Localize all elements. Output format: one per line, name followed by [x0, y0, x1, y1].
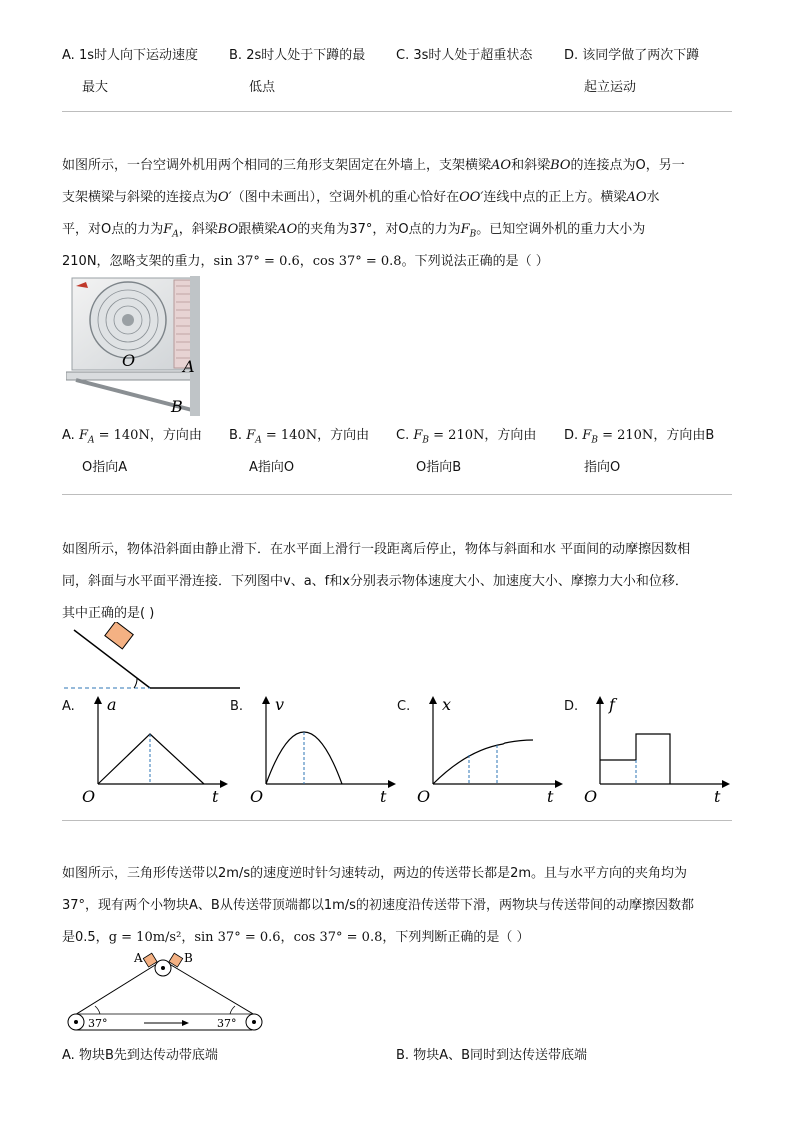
- y-axis-arrow-icon: [94, 696, 102, 704]
- ac-option-c[interactable]: C. $F_B = 210N$，方向由: [396, 428, 537, 446]
- x-axis-arrow-icon: [220, 780, 228, 788]
- option-letter: B.: [229, 48, 243, 63]
- angle-label-right: 37°: [217, 1017, 237, 1030]
- x-label: t: [212, 787, 219, 806]
- divider: [62, 820, 732, 821]
- y-axis-arrow-icon: [596, 696, 604, 704]
- graph-option-d: [582, 692, 732, 808]
- label-B: B: [184, 951, 193, 965]
- prev-option-d[interactable]: [564, 44, 699, 63]
- option-letter: C.: [396, 48, 410, 63]
- y-axis-arrow-icon: [262, 696, 270, 704]
- curve: [600, 734, 670, 784]
- x-label: t: [547, 787, 554, 806]
- ac-option-d[interactable]: D. $F_B = 210N$，方向由B: [564, 428, 715, 446]
- option-text: 1s时人向下运动速度: [78, 48, 198, 63]
- option-text: 该同学做了两次下蹲: [582, 48, 700, 63]
- belt-question-line-3: 是0.5，g = 10m/s²，sin 37° = 0.6，cos 37° = 0.8，下列判断正确的是（ ）: [62, 930, 530, 945]
- label-A: A: [183, 357, 195, 376]
- curve: [98, 734, 204, 784]
- origin-label: O: [82, 787, 96, 806]
- y-label: v: [275, 695, 285, 714]
- slope-question-line-2: 同，斜面与水平面平滑连接．下列图中v、a、f和x分别表示物体速度大小、加速度大小、摩擦力大小和位移．: [62, 574, 688, 589]
- ac-question-line-1: 如图所示，一台空调外机用两个相同的三角形支架固定在外墙上，支架横梁AO和斜梁BO的连接点为O，另一: [62, 158, 685, 173]
- belt-left-outer: [70, 962, 160, 1018]
- graph-option-b: [248, 692, 398, 808]
- belt-right-outer: [166, 962, 260, 1018]
- graph-option-d-letter[interactable]: D.: [564, 699, 579, 714]
- y-label: x: [442, 695, 452, 714]
- option-text-cont: A指向O: [249, 460, 295, 475]
- wall: [190, 276, 200, 416]
- air-conditioner-figure: [66, 276, 202, 416]
- option-text: 3s时人处于超重状态: [413, 48, 533, 63]
- belt-question-line-2: 37°，现有两个小物块A、B从传送带顶端都以1m/s的初速度沿传送带下滑，两物块与传送带间的动摩擦因数都: [62, 898, 694, 913]
- x-axis-arrow-icon: [555, 780, 563, 788]
- ac-question-line-3: 平，对O点的力为$F_A$，斜梁BO跟横梁AO的夹角为37°，对O点的力为$F_B$。已知空调外机的重力大小为: [62, 222, 646, 240]
- incline-figure: [62, 622, 242, 692]
- y-axis-arrow-icon: [429, 696, 437, 704]
- graph-option-c: [415, 692, 565, 808]
- option-letter: D.: [564, 48, 579, 63]
- label-A: A: [134, 951, 143, 965]
- graph-option-c-letter[interactable]: C.: [397, 699, 411, 714]
- bracket-beam: [66, 372, 196, 380]
- option-text-cont: 最大: [82, 80, 109, 95]
- origin-label: O: [584, 787, 598, 806]
- y-label: a: [107, 695, 117, 714]
- angle-arc-left: [95, 1006, 100, 1014]
- graph-option-a-letter[interactable]: A.: [62, 699, 75, 714]
- option-text-cont: 低点: [249, 80, 276, 95]
- arrow-right-icon: [182, 1020, 189, 1026]
- label-O: O: [122, 351, 136, 370]
- x-label: t: [380, 787, 387, 806]
- ac-option-a[interactable]: A. $F_A = 140N$，方向由: [62, 428, 202, 446]
- option-text-cont: 指向O: [584, 460, 621, 475]
- angle-label-left: 37°: [88, 1017, 108, 1030]
- angle-arc-right: [230, 1006, 235, 1014]
- option-letter: A.: [62, 48, 75, 63]
- belt-option-a[interactable]: A. 物块B先到达传动带底端: [62, 1048, 218, 1063]
- option-text: 2s时人处于下蹲的最: [246, 48, 366, 63]
- belt-option-b[interactable]: B. 物块A、B同时到达传送带底端: [396, 1048, 588, 1063]
- option-text-cont: O指向B: [416, 460, 462, 475]
- x-axis-arrow-icon: [722, 780, 730, 788]
- option-text-cont: 起立运动: [584, 80, 637, 95]
- origin-label: O: [250, 787, 264, 806]
- x-label: t: [714, 787, 721, 806]
- slope-question-line-3: 其中正确的是( ): [62, 606, 155, 621]
- divider: [62, 494, 732, 495]
- y-label: f: [609, 695, 615, 714]
- belt-question-line-1: 如图所示，三角形传送带以2m/s的速度逆时针匀速转动，两边的传送带长都是2m。且与水平方向的夹角均为: [62, 866, 688, 881]
- conveyor-figure: [62, 946, 276, 1038]
- divider: [62, 111, 732, 112]
- label-B: B: [171, 397, 183, 416]
- ac-question-line-4: 210N，忽略支架的重力，sin 37° = 0.6，cos 37° = 0.8。下列说法正确的是（ ）: [62, 254, 549, 269]
- prev-option-b[interactable]: [229, 44, 365, 63]
- sliding-block: [105, 622, 133, 649]
- ac-option-b[interactable]: B. $F_A = 140N$，方向由: [229, 428, 370, 446]
- graph-option-a: [80, 692, 230, 808]
- curve: [433, 740, 533, 784]
- graph-option-b-letter[interactable]: B.: [230, 699, 244, 714]
- option-text-cont: O指向A: [82, 460, 128, 475]
- prev-option-c[interactable]: [396, 44, 532, 63]
- angle-arc: [134, 678, 137, 688]
- x-axis-arrow-icon: [388, 780, 396, 788]
- ac-question-line-2: 支架横梁与斜梁的连接点为O′（图中未画出），空调外机的重心恰好在OO′连线中点的正上方。横梁AO水: [62, 190, 660, 205]
- origin-label: O: [417, 787, 431, 806]
- prev-option-a[interactable]: [62, 44, 198, 63]
- slope-question-line-1: 如图所示，物体沿斜面由静止滑下．在水平面上滑行一段距离后停止，物体与斜面和水 平面间的动摩擦因数相: [62, 542, 691, 557]
